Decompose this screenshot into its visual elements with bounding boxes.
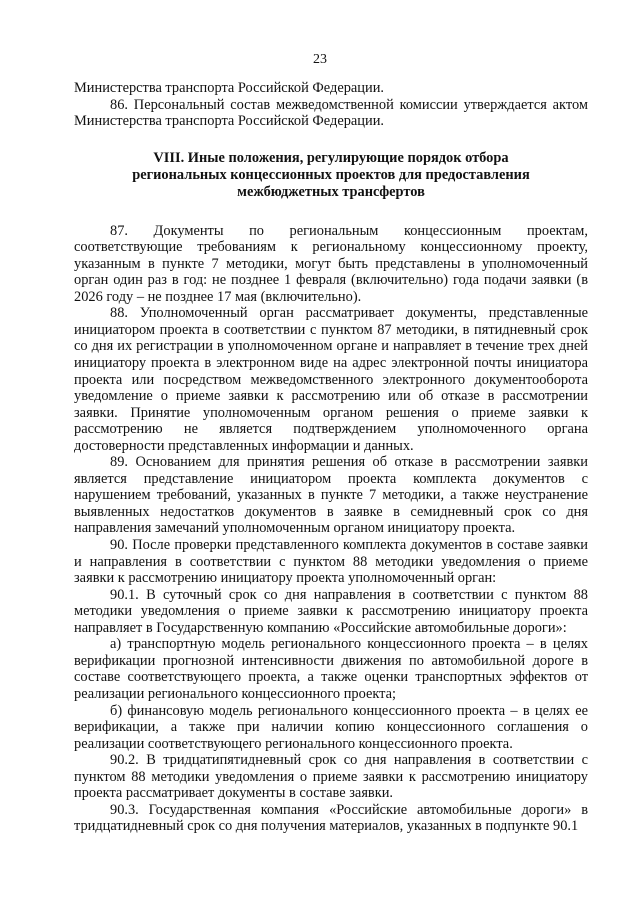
page-number: 23 [313,52,327,67]
paragraph-89: 89. Основанием для принятия решения об отказе в рассмотрении заявки является представление инициатором проекта комплекта документов с нарушением требований, указанных в пункте 7 методики, а также неустранение выявленных недостатков документов в заявке в семидневный срок со дня направления замечаний уполномоченным органом инициатору проекта. [74,454,588,537]
paragraph-90: 90. После проверки представленного комплекта документов в составе заявки и направления в соответствии с пунктом 88 методики уведомления о приеме заявки к рассмотрению инициатору проекта уполномоченный орган: [74,537,588,587]
paragraph-86: 86. Персональный состав межведомственной комиссии утверждается актом Министерства транспорта Российской Федерации. [74,96,588,130]
paragraph-87: 87. Документы по региональным концессионным проектам, соответствующие требованиям к региональному концессионному проекту, указанным в пункте 7 методики, могут быть представлены в уполномоченный орган один раз в год: не позднее 1 февраля (включительно) года подачи заявки (в 2026 году – не позднее 17 мая (включительно). [74,222,588,305]
document-body [74,80,588,835]
paragraph-90-2: 90.2. В тридцатипятидневный срок со дня направления в соответствии с пунктом 88 методики уведомления о приеме заявки к рассмотрению инициатору проекта рассматривает документы в составе заявки. [74,752,588,802]
subparagraph-b: б) финансовую модель регионального концессионного проекта – в целях ее верификации, а также при наличии копию концессионного соглашения о реализации соответствующего регионального концессионного проекта. [74,702,588,752]
paragraph-88: 88. Уполномоченный орган рассматривает документы, представленные инициатором проекта в соответствии с пунктом 87 методики, в пятидневный срок со дня их регистрации в уполномоченном органе и направляет в течение трех дней инициатору проекта в электронном виде на адрес электронной почты инициатора проекта или посредством межведомственного электронного документооборота уведомление о приеме заявки к рассмотрению или об отказе в рассмотрении заявки. Принятие уполномоченным органом решения о приеме заявки к рассмотрению не является подтверждением уполномоченного органа достоверности представленных информации и данных. [74,305,588,454]
paragraph-90-1: 90.1. В суточный срок со дня направления в соответствии с пунктом 88 методики уведомления о приеме заявки к рассмотрению инициатору проекта направляет в Государственную компанию «Российские автомобильные дороги»: [74,586,588,636]
paragraph-continuation: Министерства транспорта Российской Федерации. [74,80,384,96]
paragraph-90-3: 90.3. Государственная компания «Российские автомобильные дороги» в тридцатидневный срок со дня получения материалов, указанных в подпункте 90.1 [74,801,588,835]
subparagraph-a: а) транспортную модель регионального концессионного проекта – в целях верификации прогнозной интенсивности движения по автомобильной дороге в составе соответствующего проекта, а также оценки транспортных эффектов от реализации регионального концессионного проекта; [74,636,588,702]
section-heading: VIII. Иные положения, регулирующие порядок отбора региональных концессионных проектов для предоставления межбюджетных трансфертов [132,149,530,200]
